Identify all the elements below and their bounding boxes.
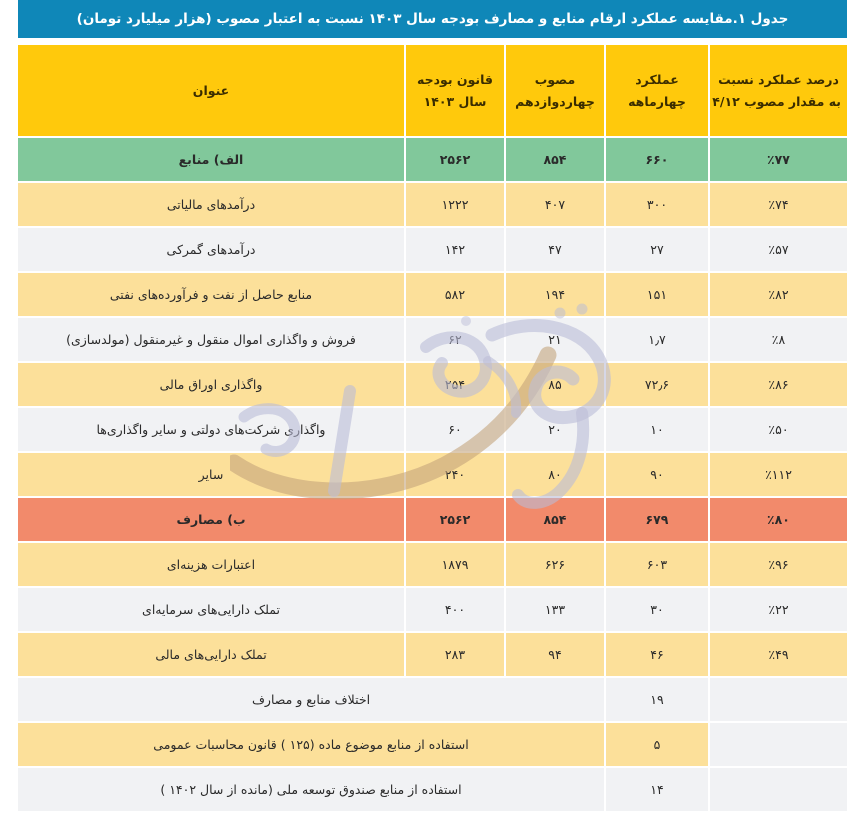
- cell-approved: ۹۴: [506, 633, 606, 678]
- table-body: [18, 138, 847, 813]
- cell-percent: ٪۸۲: [710, 273, 847, 318]
- table-title-bar: [18, 0, 847, 38]
- cell-title: واگذاری شرکت‌های دولتی و سایر واگذاری‌ها: [18, 408, 406, 453]
- cell-percent: ٪۷۷: [710, 138, 847, 183]
- cell-performance: ۶۰۳: [606, 543, 710, 588]
- cell-performance: ۶۶۰: [606, 138, 710, 183]
- table-row: [18, 183, 847, 228]
- table-row: [18, 633, 847, 678]
- table-footer-row: [18, 678, 847, 723]
- column-header-approved: مصوب چهاردوازدهم: [506, 45, 606, 138]
- table-row: [18, 408, 847, 453]
- cell-title: فروش و واگذاری اموال منقول و غیرمنقول (مولدسازی): [18, 318, 406, 363]
- cell-approved: ۸۵: [506, 363, 606, 408]
- cell-performance: ۱۵۱: [606, 273, 710, 318]
- table-footer-row: [18, 768, 847, 813]
- cell-percent-empty: [710, 723, 847, 768]
- table-row: [18, 543, 847, 588]
- table-row: [18, 273, 847, 318]
- table-row: [18, 588, 847, 633]
- cell-title-merged: اختلاف منابع و مصارف: [18, 678, 606, 723]
- cell-performance: ۷۲٫۶: [606, 363, 710, 408]
- cell-approved: ۱۳۳: [506, 588, 606, 633]
- cell-percent: ٪۴۹: [710, 633, 847, 678]
- cell-budget-law: ۲۵۶۲: [406, 138, 506, 183]
- cell-title-merged: استفاده از منابع موضوع ماده (۱۲۵ ) قانون محاسبات عمومی: [18, 723, 606, 768]
- table-footer-row: [18, 723, 847, 768]
- cell-percent: ٪۸۶: [710, 363, 847, 408]
- table-row: [18, 453, 847, 498]
- cell-title: اعتبارات هزینه‌ای: [18, 543, 406, 588]
- cell-performance: ۱۰: [606, 408, 710, 453]
- cell-percent: ٪۵۰: [710, 408, 847, 453]
- cell-percent: ٪۹۶: [710, 543, 847, 588]
- cell-performance: ۱۹: [606, 678, 710, 723]
- cell-percent-empty: [710, 768, 847, 813]
- cell-percent: ٪۸۰: [710, 498, 847, 543]
- cell-title: منابع حاصل از نفت و فرآورده‌های نفتی: [18, 273, 406, 318]
- cell-budget-law: ۲۵۶۲: [406, 498, 506, 543]
- table-row: [18, 318, 847, 363]
- cell-title: الف) منابع: [18, 138, 406, 183]
- column-header-percent: درصد عملکرد نسبت به مقدار مصوب ۴/۱۲: [710, 45, 847, 138]
- cell-performance: ۳۰۰: [606, 183, 710, 228]
- cell-performance: ۳۰: [606, 588, 710, 633]
- cell-title: سایر: [18, 453, 406, 498]
- cell-percent-empty: [710, 678, 847, 723]
- cell-budget-law: ۱۲۲۲: [406, 183, 506, 228]
- cell-approved: ۸۵۴: [506, 138, 606, 183]
- cell-approved: ۱۹۴: [506, 273, 606, 318]
- cell-performance: ۹۰: [606, 453, 710, 498]
- cell-performance: ۱۴: [606, 768, 710, 813]
- table-row: [18, 498, 847, 543]
- cell-budget-law: ۶۲: [406, 318, 506, 363]
- cell-performance: ۱٫۷: [606, 318, 710, 363]
- cell-percent: ٪۷۴: [710, 183, 847, 228]
- column-header-title: عنوان: [18, 45, 406, 138]
- page-title: جدول ۱.مقایسه عملکرد ارقام منابع و مصارف بودجه سال ۱۴۰۳ نسبت به اعتبار مصوب (هزار میلیارد تومان): [76, 11, 789, 27]
- cell-title: تملک دارایی‌های سرمایه‌ای: [18, 588, 406, 633]
- table-row: [18, 138, 847, 183]
- cell-title: تملک دارایی‌های مالی: [18, 633, 406, 678]
- cell-percent: ٪۸: [710, 318, 847, 363]
- cell-performance: ۲۷: [606, 228, 710, 273]
- budget-table: [18, 45, 847, 813]
- header-row: [18, 45, 847, 138]
- cell-title: درآمدهای مالیاتی: [18, 183, 406, 228]
- cell-title: درآمدهای گمرکی: [18, 228, 406, 273]
- cell-budget-law: ۲۴۰: [406, 453, 506, 498]
- cell-performance: ۴۶: [606, 633, 710, 678]
- cell-percent: ٪۱۱۲: [710, 453, 847, 498]
- table-row: [18, 228, 847, 273]
- cell-title: ب) مصارف: [18, 498, 406, 543]
- cell-performance: ۶۷۹: [606, 498, 710, 543]
- cell-budget-law: ۱۸۷۹: [406, 543, 506, 588]
- cell-approved: ۲۱: [506, 318, 606, 363]
- cell-percent: ٪۲۲: [710, 588, 847, 633]
- column-header-budget-law: قانون بودجه سال ۱۴۰۳: [406, 45, 506, 138]
- cell-approved: ۸۰: [506, 453, 606, 498]
- table-row: [18, 363, 847, 408]
- cell-approved: ۶۲۶: [506, 543, 606, 588]
- table-header: [18, 45, 847, 138]
- cell-percent: ٪۵۷: [710, 228, 847, 273]
- cell-budget-law: ۴۰۰: [406, 588, 506, 633]
- cell-title: واگذاری اوراق مالی: [18, 363, 406, 408]
- cell-approved: ۴۰۷: [506, 183, 606, 228]
- budget-table-container: [18, 45, 847, 827]
- cell-budget-law: ۶۰: [406, 408, 506, 453]
- cell-budget-law: ۲۵۴: [406, 363, 506, 408]
- cell-budget-law: ۲۸۳: [406, 633, 506, 678]
- cell-approved: ۸۵۴: [506, 498, 606, 543]
- cell-budget-law: ۱۴۲: [406, 228, 506, 273]
- column-header-performance: عملکرد چهارماهه: [606, 45, 710, 138]
- cell-approved: ۲۰: [506, 408, 606, 453]
- cell-performance: ۵: [606, 723, 710, 768]
- cell-title-merged: استفاده از منابع صندوق توسعه ملی (مانده از سال ۱۴۰۲ ): [18, 768, 606, 813]
- cell-budget-law: ۵۸۲: [406, 273, 506, 318]
- cell-approved: ۴۷: [506, 228, 606, 273]
